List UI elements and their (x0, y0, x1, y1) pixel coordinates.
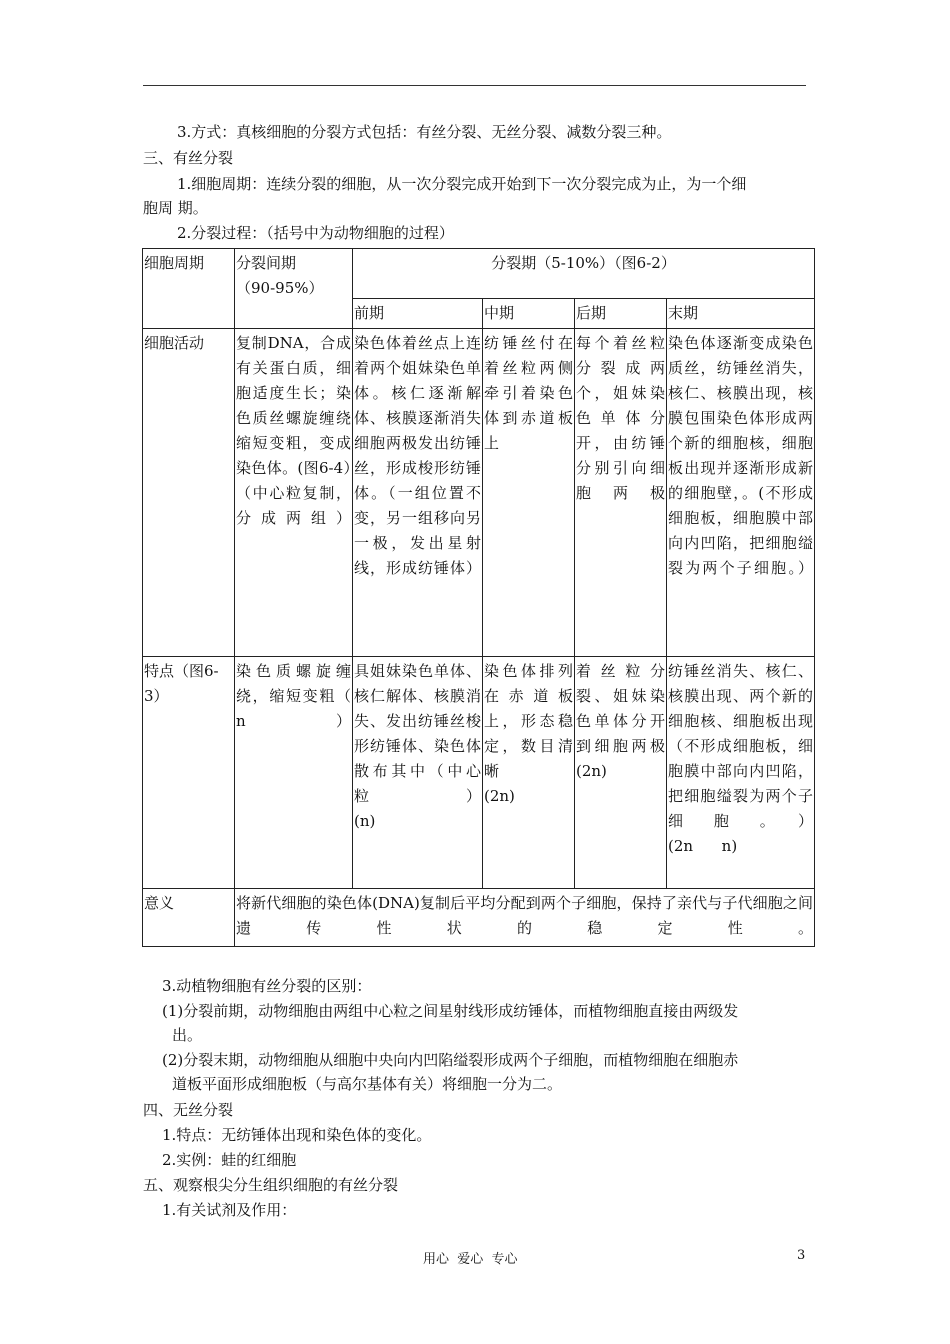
diff-prophase-line-1: (1)分裂前期，动物细胞由两组中心粒之间星射线形成纺锤体，而植物细胞直接由两级发 (162, 1002, 739, 1020)
mitosis-heading: 三、有丝分裂 (143, 149, 234, 167)
row-feature-label: 特点（图6-3） (143, 657, 235, 889)
header-division: 分裂期（5-10%）（图6-2） (353, 249, 815, 299)
cell-cycle-def-2: 胞周 期。 (143, 199, 208, 217)
activity-prophase: 染色体着丝点上连着两个姐妹染色单体。核仁逐渐解体、核膜逐渐消失细胞两极发出纺锤丝，形成梭形纺锤体。（一组位置不变，另一组移向另一极，发出星射线，形成纺锤体） (353, 329, 483, 657)
diff-telophase-line-2: 道板平面形成细胞板（与高尔基体有关）将细胞一分为二。 (172, 1075, 563, 1093)
amitosis-feature: 1.特点：无纺锤体出现和染色体的变化。 (162, 1126, 432, 1144)
page-number: 3 (797, 1248, 806, 1263)
header-interphase-label: 分裂间期 (236, 254, 297, 272)
header-interphase (235, 249, 353, 329)
activity-telophase: 染色体逐渐变成染色质丝，纺锤丝消失，核仁、核膜出现，核膜包围染色体形成两个新的细胞核，细胞板出现并逐渐形成新的细胞壁，。(不形成细胞板，细胞膜中部向内凹陷，把细胞缢裂为两个子细胞。） (667, 329, 815, 657)
diff-telophase-line-1: (2)分裂末期，动物细胞从细胞中央向内凹陷缢裂形成两个子细胞，而植物细胞在细胞赤 (162, 1051, 739, 1069)
header-interphase-percent: （90-95%） (236, 279, 324, 297)
feature-metaphase-ploidy: (2n) (484, 787, 515, 805)
observe-reagents: 1.有关试剂及作用： (162, 1201, 297, 1219)
header-cell-cycle: 细胞周期 (143, 249, 235, 329)
header-anaphase: 后期 (575, 299, 667, 329)
method-line: 3.方式：真核细胞的分裂方式包括：有丝分裂、无丝分裂、减数分裂三种。 (177, 123, 672, 141)
header-rule (143, 85, 806, 86)
feature-anaphase-ploidy: (2n) (576, 762, 607, 780)
diff-title: 3.动植物细胞有丝分裂的区别： (162, 977, 372, 995)
observe-heading: 五、观察根尖分生组织细胞的有丝分裂 (143, 1176, 399, 1194)
feature-prophase-text: 具姐妹染色单体、核仁解体、核膜消失、发出纺锤丝梭形纺锤体、染色体散布其中（中心粒） (354, 662, 481, 805)
feature-anaphase (575, 657, 667, 889)
process-title: 2.分裂过程：（括号中为动物细胞的过程） (177, 224, 454, 242)
amitosis-example: 2.实例：蛙的红细胞 (162, 1151, 297, 1169)
row-meaning-label: 意义 (143, 889, 235, 947)
feature-telophase-text: 纺锤丝消失、核仁、核膜出现、两个新的细胞核、细胞板出现（不形成细胞板，细胞膜中部向内凹陷，把细胞缢裂为两个子细胞。） (668, 662, 814, 830)
feature-metaphase (483, 657, 575, 889)
feature-prophase (353, 657, 483, 889)
meaning-text: 将新代细胞的染色体(DNA)复制后平均分配到两个子细胞，保持了亲代与子代细胞之间遗传性状的稳定性。 (235, 889, 815, 947)
feature-anaphase-text: 着丝粒分裂、姐妹染色单体分开到细胞两极 (576, 662, 665, 755)
activity-interphase: 复制DNA，合成有关蛋白质，细胞适度生长；染色质丝螺旋缠绕缩短变粗，变成染色体。(图6-4）（中心粒复制，分成两组） (235, 329, 353, 657)
footer-motto: 用心 爱心 专心 (423, 1252, 518, 1267)
feature-telophase (667, 657, 815, 889)
activity-anaphase: 每个着丝粒分裂成两个，姐妹染色单体分开，由纺锤分别引向细胞两极 (575, 329, 667, 657)
header-metaphase: 中期 (483, 299, 575, 329)
header-telophase: 末期 (667, 299, 815, 329)
row-activity-label: 细胞活动 (143, 329, 235, 657)
feature-interphase: 染色质螺旋缠绕，缩短变粗（ n） (235, 657, 353, 889)
header-prophase: 前期 (353, 299, 483, 329)
mitosis-table (142, 248, 815, 947)
feature-telophase-ploidy: (2n n) (668, 837, 738, 855)
feature-metaphase-text: 染色体排列在赤道板上，形态稳定，数目清晰 (484, 662, 573, 780)
cell-cycle-def-1: 1.细胞周期：连续分裂的细胞，从一次分裂完成开始到下一次分裂完成为止，为一个细 (177, 175, 747, 193)
amitosis-heading: 四、无丝分裂 (143, 1101, 234, 1119)
activity-metaphase: 纺锤丝付在着丝粒两侧牵引着染色体到赤道板上 (483, 329, 575, 657)
diff-prophase-line-2: 出。 (172, 1026, 203, 1044)
feature-prophase-ploidy: (n) (354, 812, 376, 830)
